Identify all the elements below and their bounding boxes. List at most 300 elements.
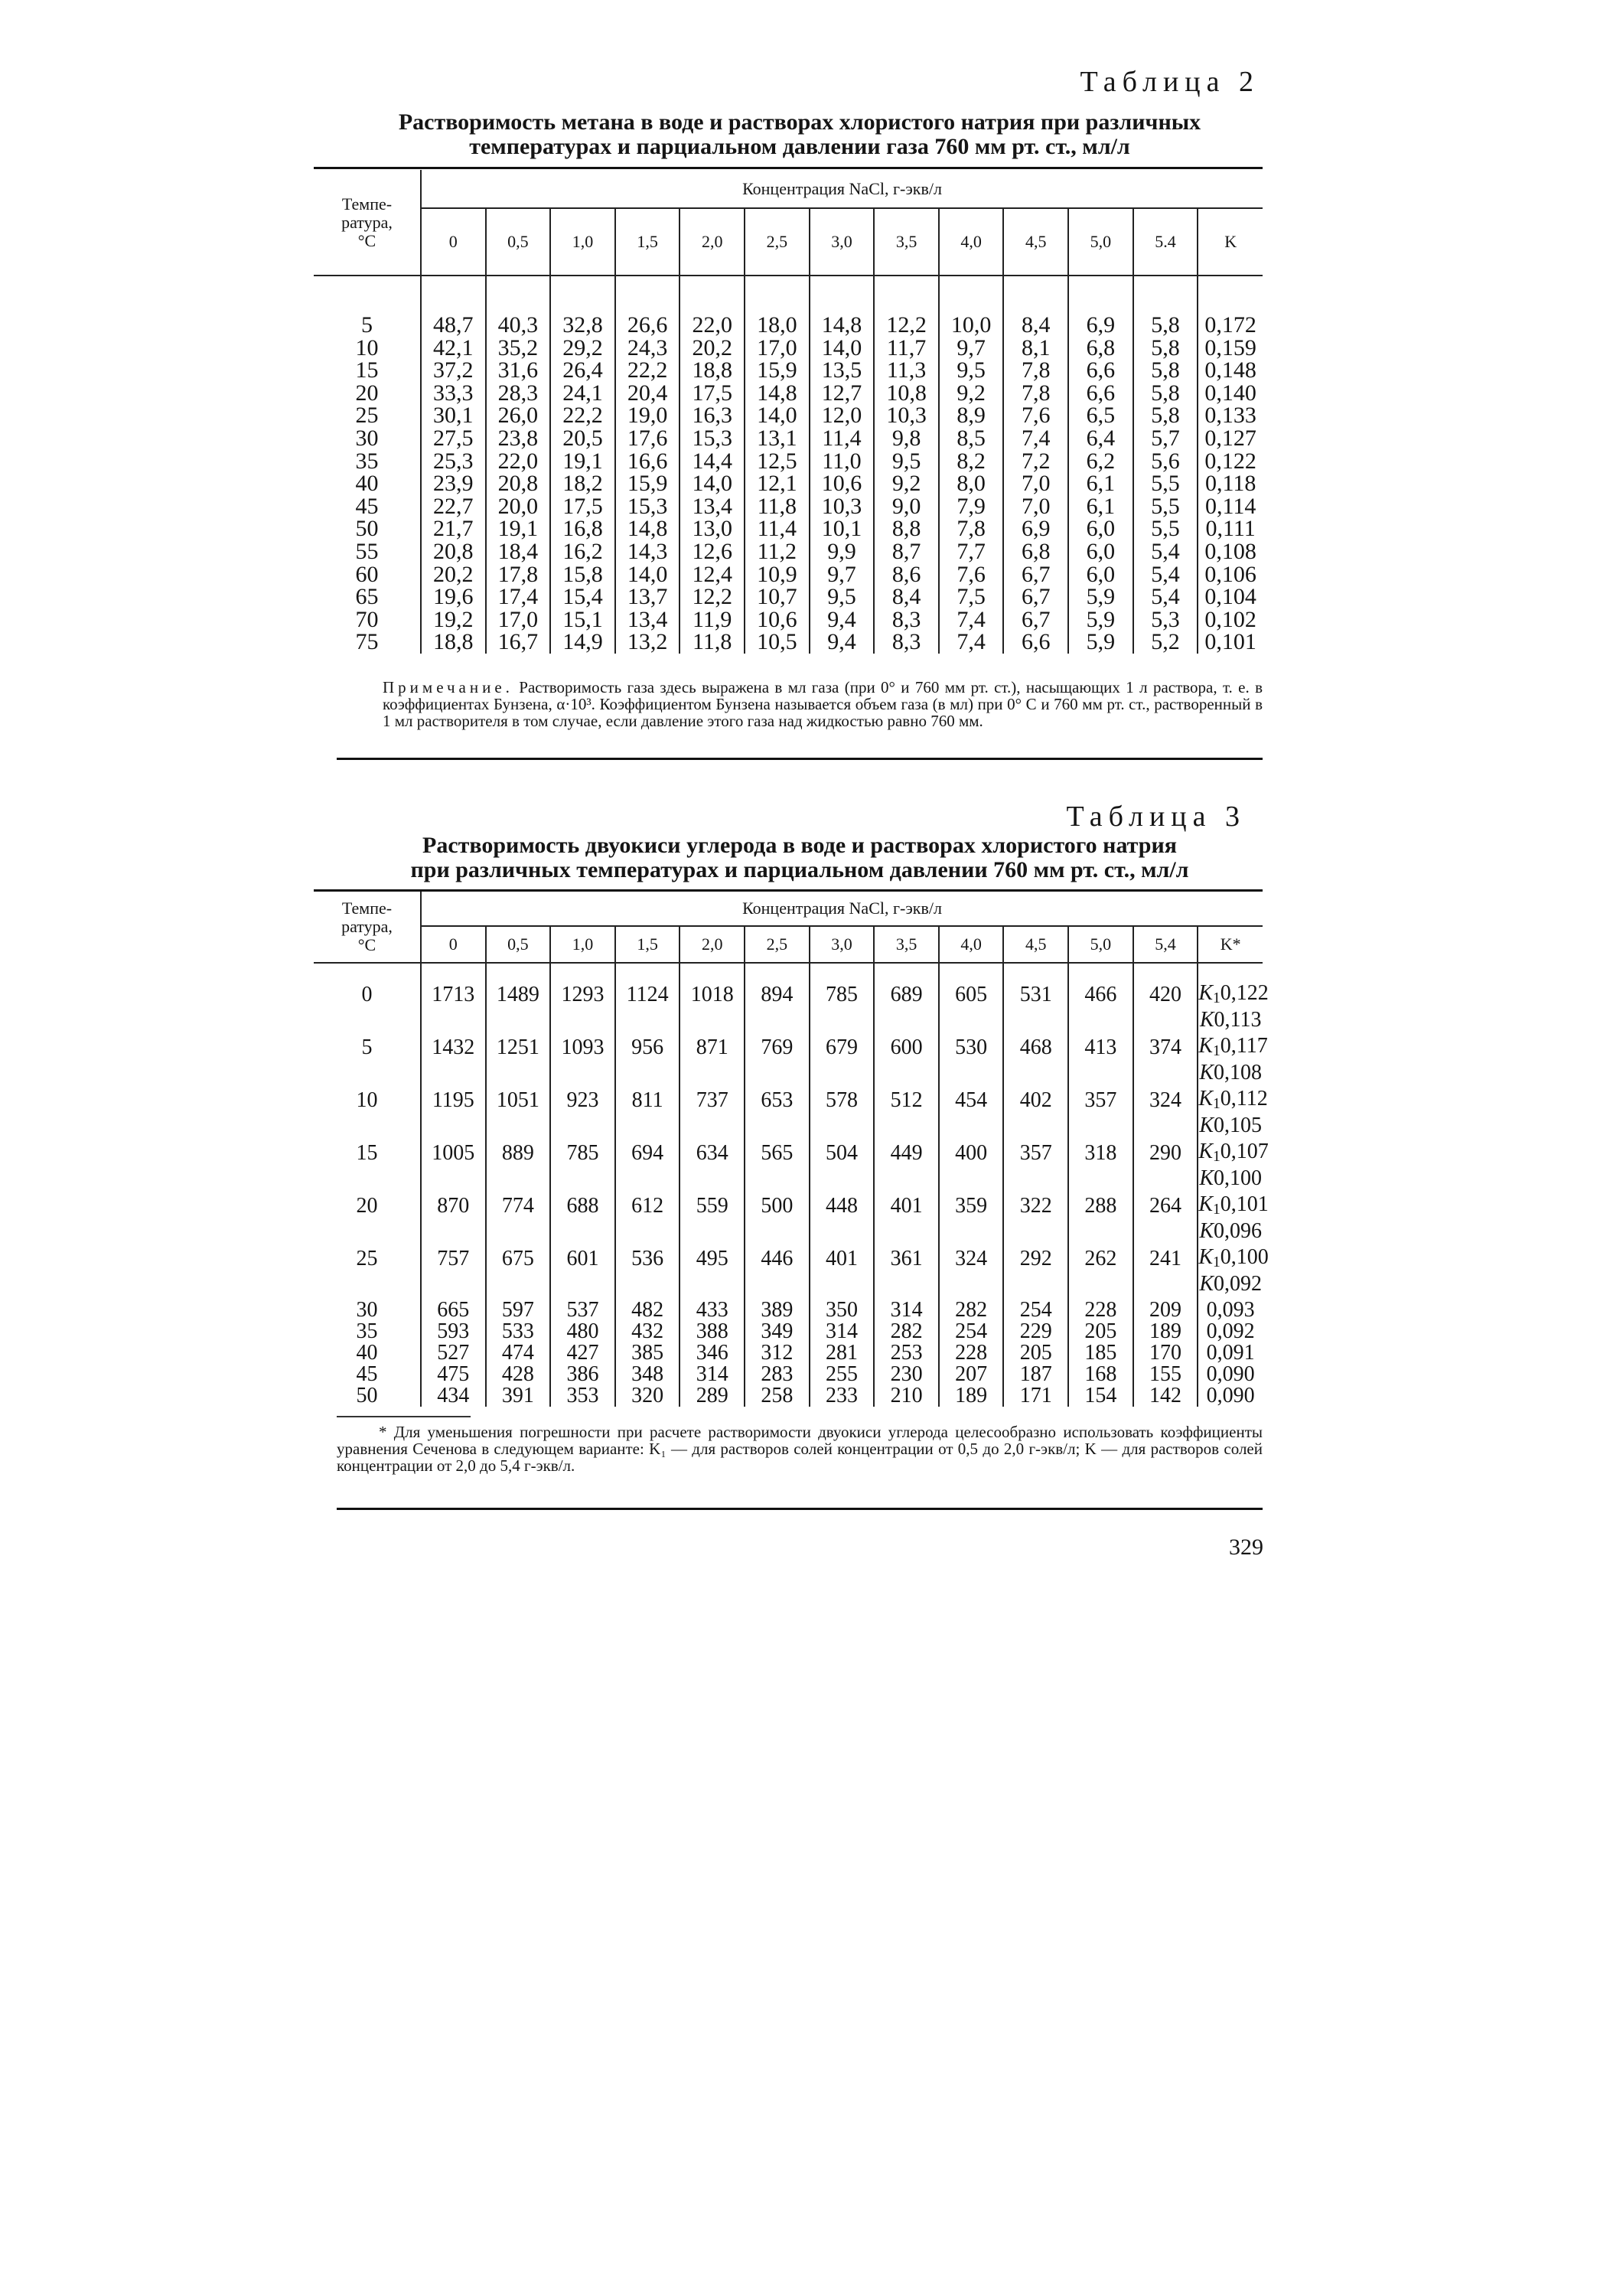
value-cell: 289 — [680, 1385, 745, 1407]
value-cell: 889 — [486, 1137, 551, 1189]
table-row — [314, 359, 1263, 382]
table2-title-line1: Растворимость метана в воде и растворах хлористого натрия при различных — [398, 109, 1201, 135]
value-cell: 8,5 — [939, 427, 1004, 450]
k1-coefficient — [1198, 1140, 1269, 1168]
value-cell: 601 — [550, 1242, 615, 1295]
value-cell: 427 — [550, 1342, 615, 1364]
value-cell: 1195 — [421, 1084, 486, 1137]
value-cell: 9,4 — [810, 631, 875, 654]
value-cell: 264 — [1133, 1189, 1198, 1242]
value-cell: 1713 — [421, 978, 486, 1031]
k1-symbol: K — [1198, 1034, 1213, 1058]
k-coefficient — [1198, 1062, 1263, 1084]
value-cell: 16,6 — [615, 450, 680, 473]
value-cell: 318 — [1068, 1137, 1133, 1189]
value-cell: 189 — [939, 1385, 1004, 1407]
value-cell: 6,7 — [1003, 608, 1068, 631]
temperature-cell: 20 — [314, 382, 421, 405]
value-cell: 7,9 — [939, 495, 1004, 518]
value-cell: 12,2 — [874, 314, 939, 337]
value-cell: 255 — [810, 1364, 875, 1385]
k1-coefficient — [1198, 1192, 1269, 1221]
value-cell: 349 — [745, 1321, 810, 1342]
value-cell: 10,5 — [745, 631, 810, 654]
temperature-cell: 40 — [314, 1342, 421, 1364]
temperature-column-header: Темпе- ратура, °С — [314, 170, 421, 276]
value-cell: 170 — [1133, 1342, 1198, 1364]
value-cell: 7,2 — [1003, 450, 1068, 473]
value-cell: 565 — [745, 1137, 810, 1189]
value-cell: 258 — [745, 1385, 810, 1407]
value-cell: 12,1 — [745, 472, 810, 495]
value-cell: 386 — [550, 1364, 615, 1385]
value-cell: 207 — [939, 1364, 1004, 1385]
value-cell: 446 — [745, 1242, 810, 1295]
column-header: 0 — [421, 208, 486, 276]
value-cell: 22,7 — [421, 495, 486, 518]
value-cell: 0,106 — [1204, 561, 1256, 587]
value-cell: 17,4 — [486, 585, 551, 608]
value-cell: 13,1 — [745, 427, 810, 450]
value-cell: 15,9 — [615, 472, 680, 495]
column-header: 1,0 — [550, 926, 615, 963]
value-cell: 769 — [745, 1031, 810, 1084]
value-cell: 11,9 — [680, 608, 745, 631]
k1-value: 0,117 — [1220, 1034, 1268, 1058]
value-cell: 6,7 — [1003, 585, 1068, 608]
k-coefficient — [1198, 1009, 1263, 1031]
value-cell: 413 — [1068, 1031, 1133, 1084]
value-cell: 282 — [874, 1321, 939, 1342]
value-cell: 5,8 — [1133, 382, 1198, 405]
value-cell: 168 — [1068, 1364, 1133, 1385]
value-cell: 6,6 — [1068, 359, 1133, 382]
value-cell: 22,2 — [615, 359, 680, 382]
value-cell: 23,8 — [486, 427, 551, 450]
k1-subscript: 1 — [1213, 1096, 1221, 1112]
k-value: 0,100 — [1214, 1166, 1262, 1190]
value-cell: 10,6 — [745, 608, 810, 631]
value-cell: 154 — [1068, 1385, 1133, 1407]
value-cell: 13,4 — [680, 495, 745, 518]
value-cell: 187 — [1003, 1364, 1068, 1385]
value-cell: 12,2 — [680, 585, 745, 608]
table3-footnote-rule — [337, 1416, 471, 1417]
k-symbol: K — [1199, 1114, 1214, 1137]
table-row — [314, 1342, 1263, 1364]
k-symbol: K — [1199, 1272, 1214, 1296]
sechenov-coefficient-cell: 0,092 — [1206, 1319, 1255, 1343]
value-cell: 420 — [1133, 978, 1198, 1031]
value-cell: 230 — [874, 1364, 939, 1385]
value-cell: 8,3 — [874, 608, 939, 631]
value-cell: 15,3 — [680, 427, 745, 450]
value-cell: 12,7 — [810, 382, 875, 405]
sechenov-coefficient-cell — [1198, 1031, 1268, 1084]
column-header: 2,5 — [745, 926, 810, 963]
temperature-cell: 10 — [314, 337, 421, 360]
column-header: 3,5 — [874, 208, 939, 276]
value-cell: 353 — [550, 1385, 615, 1407]
value-cell: 14,8 — [810, 314, 875, 337]
value-cell: 0,104 — [1204, 584, 1256, 610]
value-cell: 13,0 — [680, 517, 745, 540]
value-cell: 432 — [615, 1321, 680, 1342]
value-cell: 19,2 — [421, 608, 486, 631]
value-cell: 389 — [745, 1295, 810, 1321]
value-cell: 22,2 — [550, 404, 615, 427]
value-cell: 314 — [874, 1295, 939, 1321]
k-value: 0,113 — [1214, 1008, 1262, 1032]
value-cell: 7,8 — [939, 517, 1004, 540]
value-cell: 17,0 — [486, 608, 551, 631]
column-header: 1,0 — [550, 208, 615, 276]
value-cell: 785 — [810, 978, 875, 1031]
k-symbol: K — [1199, 1219, 1214, 1243]
column-header: 0,5 — [486, 208, 551, 276]
value-cell: 229 — [1003, 1321, 1068, 1342]
column-header: 4,0 — [939, 208, 1004, 276]
value-cell: 11,3 — [874, 359, 939, 382]
column-header: 2,0 — [680, 208, 745, 276]
value-cell: 391 — [486, 1385, 551, 1407]
value-cell: 6,8 — [1068, 337, 1133, 360]
value-cell: 29,2 — [550, 337, 615, 360]
value-cell: 0,114 — [1204, 493, 1256, 519]
value-cell: 527 — [421, 1342, 486, 1364]
table3-label: Таблица 3 — [1066, 801, 1246, 833]
value-cell: 18,0 — [745, 314, 810, 337]
value-cell: 6,2 — [1068, 450, 1133, 473]
column-header: 5,0 — [1068, 208, 1133, 276]
k1-symbol: K — [1198, 1140, 1213, 1163]
value-cell: 11,8 — [745, 495, 810, 518]
value-cell: 37,2 — [421, 359, 486, 382]
k1-coefficient — [1198, 1087, 1268, 1115]
value-cell: 385 — [615, 1342, 680, 1364]
sechenov-coefficient-cell: 0,090 — [1206, 1384, 1255, 1407]
value-cell: 5,2 — [1133, 631, 1198, 654]
table3-bottom-rule — [337, 1508, 1263, 1510]
value-cell: 20,2 — [680, 337, 745, 360]
table-row — [314, 404, 1263, 427]
temperature-cell: 70 — [314, 608, 421, 631]
value-cell: 5,4 — [1133, 540, 1198, 563]
page-number: 329 — [1229, 1534, 1263, 1560]
value-cell: 288 — [1068, 1189, 1133, 1242]
value-cell: 9,5 — [874, 450, 939, 473]
value-cell: 9,9 — [810, 540, 875, 563]
value-cell: 7,6 — [939, 563, 1004, 586]
value-cell: 357 — [1003, 1137, 1068, 1189]
k-value: 0,096 — [1214, 1219, 1262, 1243]
value-cell: 20,2 — [421, 563, 486, 586]
value-cell: 14,0 — [680, 472, 745, 495]
value-cell: 6,9 — [1068, 314, 1133, 337]
value-cell: 495 — [680, 1242, 745, 1295]
value-cell: 468 — [1003, 1031, 1068, 1084]
value-cell: 1018 — [680, 978, 745, 1031]
column-header: 1,5 — [615, 926, 680, 963]
value-cell: 10,3 — [874, 404, 939, 427]
k1-symbol: K — [1198, 981, 1213, 1005]
table-row — [314, 314, 1263, 337]
column-header: 5.4 — [1133, 208, 1198, 276]
value-cell: 7,0 — [1003, 495, 1068, 518]
value-cell: 6,0 — [1068, 563, 1133, 586]
value-cell: 6,6 — [1003, 631, 1068, 654]
value-cell: 1093 — [550, 1031, 615, 1084]
k-coefficient — [1198, 1221, 1263, 1242]
table2-title-line2: температурах и парциальном давлении газа 760 мм рт. ст., мл/л — [469, 134, 1130, 159]
value-cell: 13,4 — [615, 608, 680, 631]
table3-footnote: * Для уменьшения погрешности при расчете растворимости двуокиси углерода целесообразно использовать коэффициенты уравнения Сеченова в следующем варианте: K₁ — для растворов солей концентрации от 0,5 до 2,0 г-экв/л; K — для растворов солей концентрации от 2,0 до 5,4 г-экв/л. — [337, 1423, 1263, 1475]
temperature-column-header: Темпе- ратура, °С — [314, 892, 421, 963]
k1-symbol: K — [1198, 1192, 1213, 1216]
value-cell: 9,5 — [939, 359, 1004, 382]
sechenov-coefficient-cell: 0,090 — [1206, 1362, 1255, 1386]
value-cell: 737 — [680, 1084, 745, 1137]
value-cell: 474 — [486, 1342, 551, 1364]
value-cell: 324 — [1133, 1084, 1198, 1137]
value-cell: 1251 — [486, 1031, 551, 1084]
value-cell: 312 — [745, 1342, 810, 1364]
value-cell: 597 — [486, 1295, 551, 1321]
value-cell: 679 — [810, 1031, 875, 1084]
value-cell: 31,6 — [486, 359, 551, 382]
k-value: 0,092 — [1214, 1272, 1262, 1296]
sechenov-coefficient-cell — [1198, 1242, 1269, 1296]
value-cell: 593 — [421, 1321, 486, 1342]
value-cell: 15,3 — [615, 495, 680, 518]
value-cell: 8,3 — [874, 631, 939, 654]
value-cell: 10,6 — [810, 472, 875, 495]
value-cell: 26,4 — [550, 359, 615, 382]
column-header: 5,4 — [1133, 926, 1198, 963]
value-cell: 13,2 — [615, 631, 680, 654]
value-cell: 10,7 — [745, 585, 810, 608]
value-cell: 11,8 — [680, 631, 745, 654]
value-cell: 374 — [1133, 1031, 1198, 1084]
value-cell: 21,7 — [421, 517, 486, 540]
column-header: 2,0 — [680, 926, 745, 963]
table-row — [314, 382, 1263, 405]
table-row — [314, 1189, 1263, 1242]
value-cell: 16,2 — [550, 540, 615, 563]
value-cell: 189 — [1133, 1321, 1198, 1342]
value-cell: 9,7 — [939, 337, 1004, 360]
temperature-cell: 75 — [314, 631, 421, 654]
value-cell: 40,3 — [486, 314, 551, 337]
value-cell: 210 — [874, 1385, 939, 1407]
value-cell: 1489 — [486, 978, 551, 1031]
value-cell: 241 — [1133, 1242, 1198, 1295]
value-cell: 8,4 — [874, 585, 939, 608]
temperature-cell: 0 — [314, 978, 421, 1031]
table-row — [314, 1137, 1263, 1189]
value-cell: 18,8 — [680, 359, 745, 382]
value-cell: 13,7 — [615, 585, 680, 608]
value-cell: 9,4 — [810, 608, 875, 631]
value-cell: 254 — [1003, 1295, 1068, 1321]
table-row — [314, 1031, 1263, 1084]
value-cell: 871 — [680, 1031, 745, 1084]
k-value: 0,105 — [1214, 1114, 1262, 1137]
value-cell: 0,101 — [1204, 629, 1256, 655]
value-cell: 18,2 — [550, 472, 615, 495]
value-cell: 42,1 — [421, 337, 486, 360]
value-cell: 6,9 — [1003, 517, 1068, 540]
value-cell: 1124 — [615, 978, 680, 1031]
table2-top-rule — [314, 167, 1263, 169]
value-cell: 634 — [680, 1137, 745, 1189]
value-cell: 9,7 — [810, 563, 875, 586]
value-cell: 361 — [874, 1242, 939, 1295]
temperature-cell: 30 — [314, 427, 421, 450]
value-cell: 482 — [615, 1295, 680, 1321]
value-cell: 314 — [680, 1364, 745, 1385]
value-cell: 774 — [486, 1189, 551, 1242]
value-cell: 14,4 — [680, 450, 745, 473]
value-cell: 12,0 — [810, 404, 875, 427]
value-cell: 480 — [550, 1321, 615, 1342]
concentration-group-header: Концентрация NaCl, г-экв/л — [421, 170, 1263, 208]
temperature-cell: 30 — [314, 1295, 421, 1321]
value-cell: 324 — [939, 1242, 1004, 1295]
value-cell: 9,0 — [874, 495, 939, 518]
value-cell: 9,5 — [810, 585, 875, 608]
value-cell: 600 — [874, 1031, 939, 1084]
value-cell: 1005 — [421, 1137, 486, 1189]
value-cell: 23,9 — [421, 472, 486, 495]
sechenov-coefficient-cell: 0,091 — [1206, 1341, 1255, 1365]
value-cell: 500 — [745, 1189, 810, 1242]
value-cell: 5,9 — [1068, 585, 1133, 608]
value-cell: 14,8 — [745, 382, 810, 405]
table2-note-text: Растворимость газа здесь выражена в мл газа (при 0° и 760 мм рт. ст.), насыщающих 1 л раствора, т. е. в коэффициентах Бунзена, α·10³. Коэффициентом Бунзена называется объем газа (в мл) при 0° С и 760 мм рт. ст., растворенный в 1 мл растворителя в том случае, если давление этого газа над жидкостью равно 760 мм. — [383, 678, 1263, 730]
value-cell: 7,0 — [1003, 472, 1068, 495]
value-cell: 605 — [939, 978, 1004, 1031]
value-cell: 428 — [486, 1364, 551, 1385]
temperature-cell: 50 — [314, 1385, 421, 1407]
value-cell: 142 — [1133, 1385, 1198, 1407]
value-cell: 533 — [486, 1321, 551, 1342]
value-cell: 6,7 — [1003, 563, 1068, 586]
value-cell: 16,3 — [680, 404, 745, 427]
k1-value: 0,101 — [1220, 1192, 1269, 1216]
value-cell: 0,111 — [1205, 516, 1256, 542]
value-cell: 894 — [745, 978, 810, 1031]
value-cell: 262 — [1068, 1242, 1133, 1295]
value-cell: 665 — [421, 1295, 486, 1321]
k1-value: 0,107 — [1220, 1140, 1269, 1163]
value-cell: 11,0 — [810, 450, 875, 473]
value-cell: 17,0 — [745, 337, 810, 360]
value-cell: 1051 — [486, 1084, 551, 1137]
value-cell: 32,8 — [550, 314, 615, 337]
value-cell: 19,6 — [421, 585, 486, 608]
temperature-cell: 40 — [314, 472, 421, 495]
temperature-cell: 35 — [314, 450, 421, 473]
value-cell: 449 — [874, 1137, 939, 1189]
value-cell: 433 — [680, 1295, 745, 1321]
value-cell: 5,8 — [1133, 359, 1198, 382]
value-cell: 6,0 — [1068, 517, 1133, 540]
sechenov-coefficient-cell — [1198, 1084, 1268, 1137]
value-cell: 536 — [615, 1242, 680, 1295]
value-cell: 14,0 — [615, 563, 680, 586]
column-header: K — [1224, 232, 1237, 251]
sechenov-coefficient-cell: 0,093 — [1206, 1298, 1255, 1322]
column-header: 5,0 — [1068, 926, 1133, 963]
value-cell: 537 — [550, 1295, 615, 1321]
k1-subscript: 1 — [1213, 1043, 1221, 1059]
value-cell: 0,127 — [1204, 425, 1256, 451]
value-cell: 48,7 — [421, 314, 486, 337]
value-cell: 320 — [615, 1385, 680, 1407]
k1-subscript: 1 — [1213, 1254, 1221, 1270]
table-row — [314, 427, 1263, 450]
value-cell: 10,8 — [874, 382, 939, 405]
concentration-group-header: Концентрация NaCl, г-экв/л — [421, 892, 1263, 926]
value-cell: 22,0 — [680, 314, 745, 337]
value-cell: 254 — [939, 1321, 1004, 1342]
value-cell: 11,2 — [745, 540, 810, 563]
value-cell: 24,3 — [615, 337, 680, 360]
value-cell: 11,4 — [745, 517, 810, 540]
value-cell: 17,5 — [680, 382, 745, 405]
k1-coefficient — [1198, 1034, 1268, 1062]
table-row — [314, 495, 1263, 518]
table-row — [314, 631, 1263, 654]
value-cell: 290 — [1133, 1137, 1198, 1189]
value-cell: 10,9 — [745, 563, 810, 586]
k1-coefficient — [1198, 1245, 1269, 1274]
value-cell: 8,6 — [874, 563, 939, 586]
value-cell: 283 — [745, 1364, 810, 1385]
value-cell: 6,5 — [1068, 404, 1133, 427]
value-cell: 401 — [810, 1242, 875, 1295]
column-header: 4,0 — [939, 926, 1004, 963]
value-cell: 448 — [810, 1189, 875, 1242]
value-cell: 785 — [550, 1137, 615, 1189]
table-row — [314, 1295, 1263, 1321]
k1-symbol: K — [1198, 1087, 1213, 1110]
temperature-cell: 20 — [314, 1189, 421, 1242]
value-cell: 694 — [615, 1137, 680, 1189]
table-row — [314, 472, 1263, 495]
k-coefficient — [1198, 1115, 1263, 1137]
k1-subscript: 1 — [1213, 990, 1221, 1006]
temperature-cell: 55 — [314, 540, 421, 563]
column-header: K* — [1220, 934, 1241, 954]
value-cell: 1293 — [550, 978, 615, 1031]
value-cell: 0,122 — [1204, 448, 1256, 474]
table-row — [314, 585, 1263, 608]
value-cell: 6,1 — [1068, 495, 1133, 518]
value-cell: 0,172 — [1204, 312, 1256, 338]
value-cell: 14,9 — [550, 631, 615, 654]
value-cell: 388 — [680, 1321, 745, 1342]
value-cell: 27,5 — [421, 427, 486, 450]
value-cell: 18,8 — [421, 631, 486, 654]
value-cell: 689 — [874, 978, 939, 1031]
value-cell: 0,140 — [1204, 380, 1256, 406]
temperature-cell: 50 — [314, 517, 421, 540]
value-cell: 8,8 — [874, 517, 939, 540]
value-cell: 16,8 — [550, 517, 615, 540]
sechenov-coefficient-cell — [1198, 978, 1269, 1032]
